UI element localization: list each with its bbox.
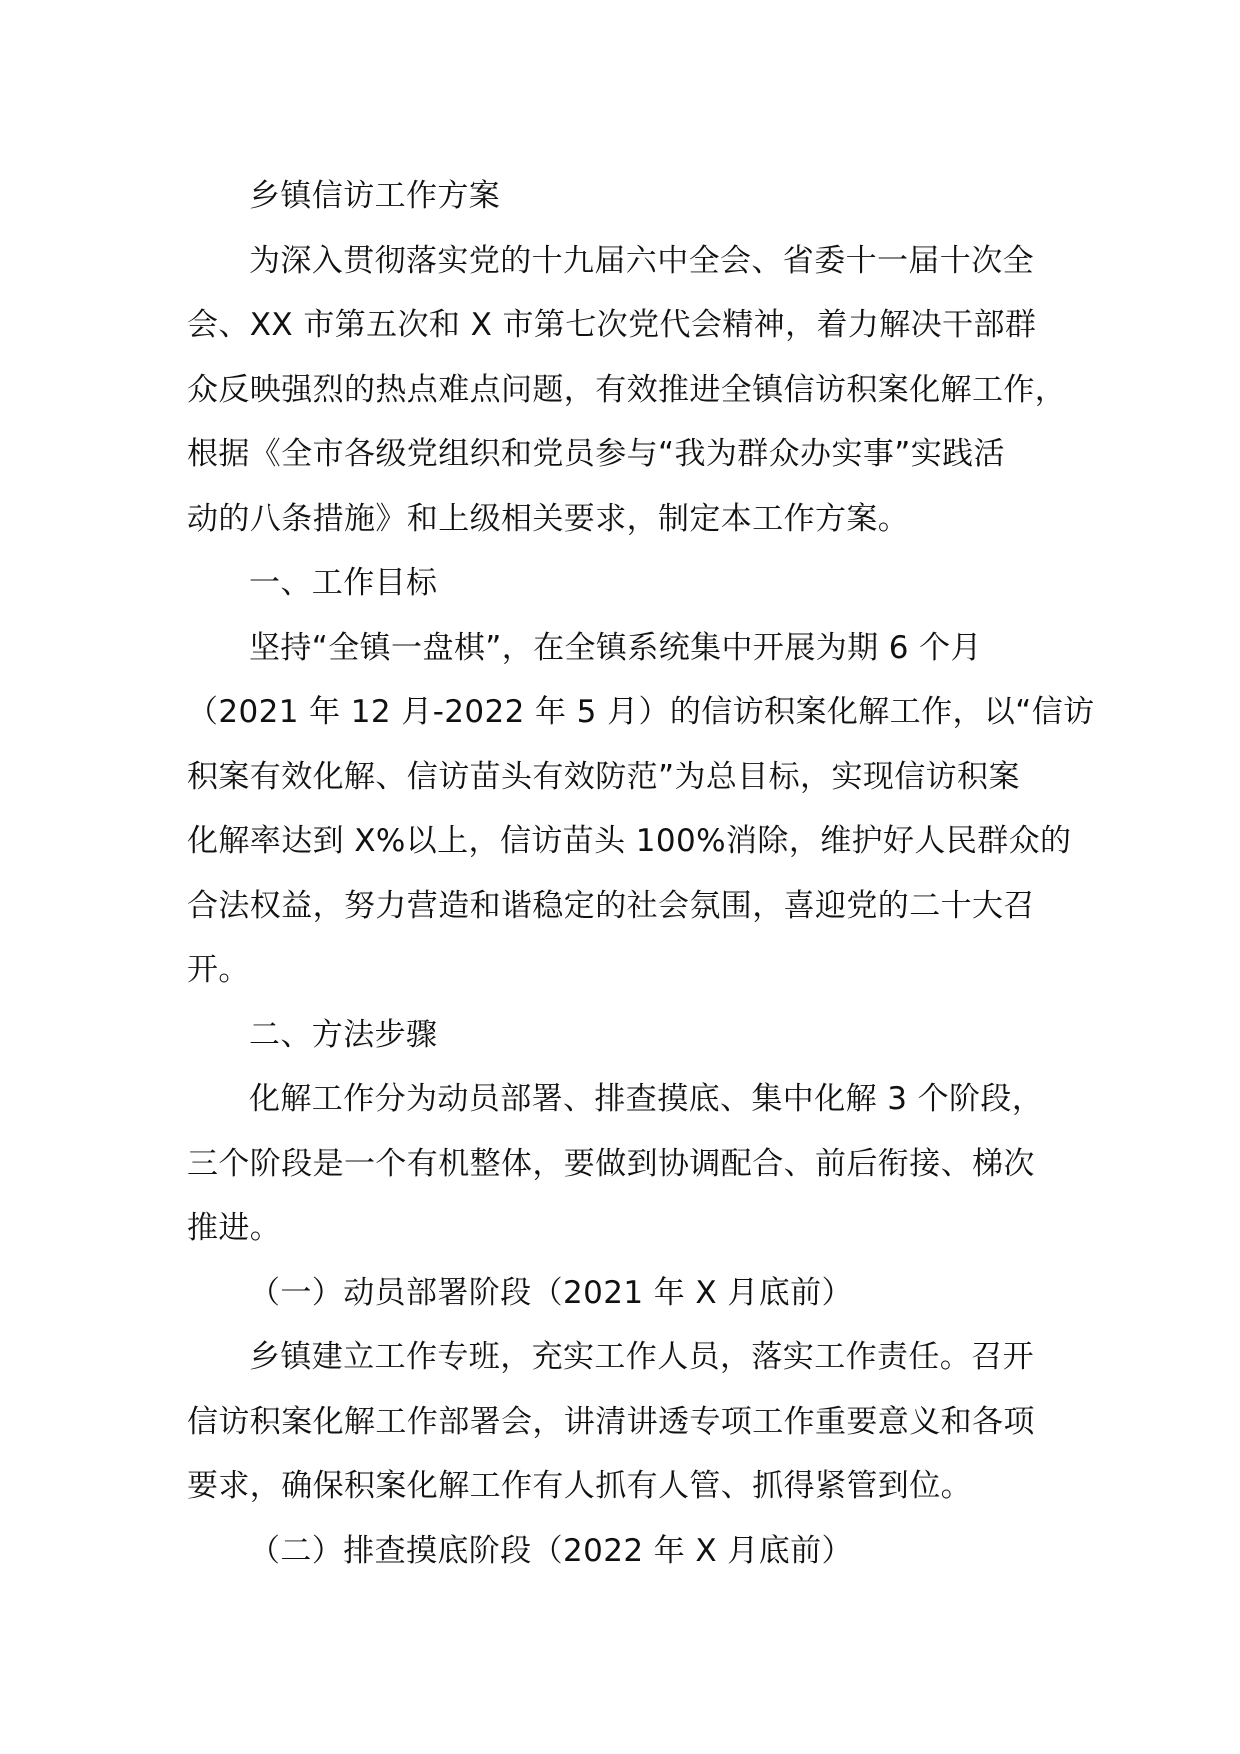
paragraph-line: 根据《全市各级党组织和党员参与“我为群众办实事”实践活: [187, 436, 1005, 472]
subsection-heading-2: （二）排查摸底阶段（2022 年 X 月底前）: [249, 1532, 853, 1569]
paragraph-line: 三个阶段是一个有机整体，要做到协调配合、前后衔接、梯次: [187, 1145, 1035, 1182]
paragraph-line: 会、XX 市第五次和 X 市第七次党代会精神，着力解决干部群: [187, 307, 1037, 343]
paragraph-line: 推进。: [187, 1210, 282, 1246]
document-title: 乡镇信访工作方案: [249, 178, 501, 214]
paragraph-line: 动的八条措施》和上级相关要求，制定本工作方案。: [187, 500, 910, 537]
paragraph-line: 坚持“全镇一盘棋”，在全镇系统集中开展为期 6 个月: [249, 629, 982, 666]
paragraph-line: 化解率达到 X%以上，信访苗头 100%消除，维护好人民群众的: [187, 823, 1072, 859]
section-heading-2: 二、方法步骤: [249, 1016, 438, 1053]
paragraph-line: 乡镇建立工作专班，充实工作人员，落实工作责任。召开: [249, 1339, 1034, 1375]
paragraph-line: 合法权益，努力营造和谐稳定的社会氛围，喜迎党的二十大召: [187, 887, 1035, 924]
paragraph-line: 众反映强烈的热点难点问题，有效推进全镇信访积案化解工作，: [187, 371, 1067, 408]
paragraph-line: 为深入贯彻落实党的十九届六中全会、省委十一届十次全: [249, 242, 1034, 279]
paragraph-line: 积案有效化解、信访苗头有效防范”为总目标，实现信访积案: [187, 758, 1020, 795]
paragraph-line: 开。: [187, 952, 250, 988]
paragraph-line: 化解工作分为动员部署、排查摸底、集中化解 3 个阶段，: [249, 1081, 1044, 1117]
subsection-heading-1: （一）动员部署阶段（2021 年 X 月底前）: [249, 1274, 853, 1311]
document-body: [187, 164, 1095, 1583]
paragraph-line: 要求，确保积案化解工作有人抓有人管、抓得紧管到位。: [187, 1468, 972, 1504]
paragraph-line: 信访积案化解工作部署会，讲清讲透专项工作重要意义和各项: [187, 1403, 1035, 1440]
paragraph-line: （2021 年 12 月-2022 年 5 月）的信访积案化解工作，以“信访: [187, 694, 1095, 730]
section-heading-1: 一、工作目标: [249, 565, 438, 601]
